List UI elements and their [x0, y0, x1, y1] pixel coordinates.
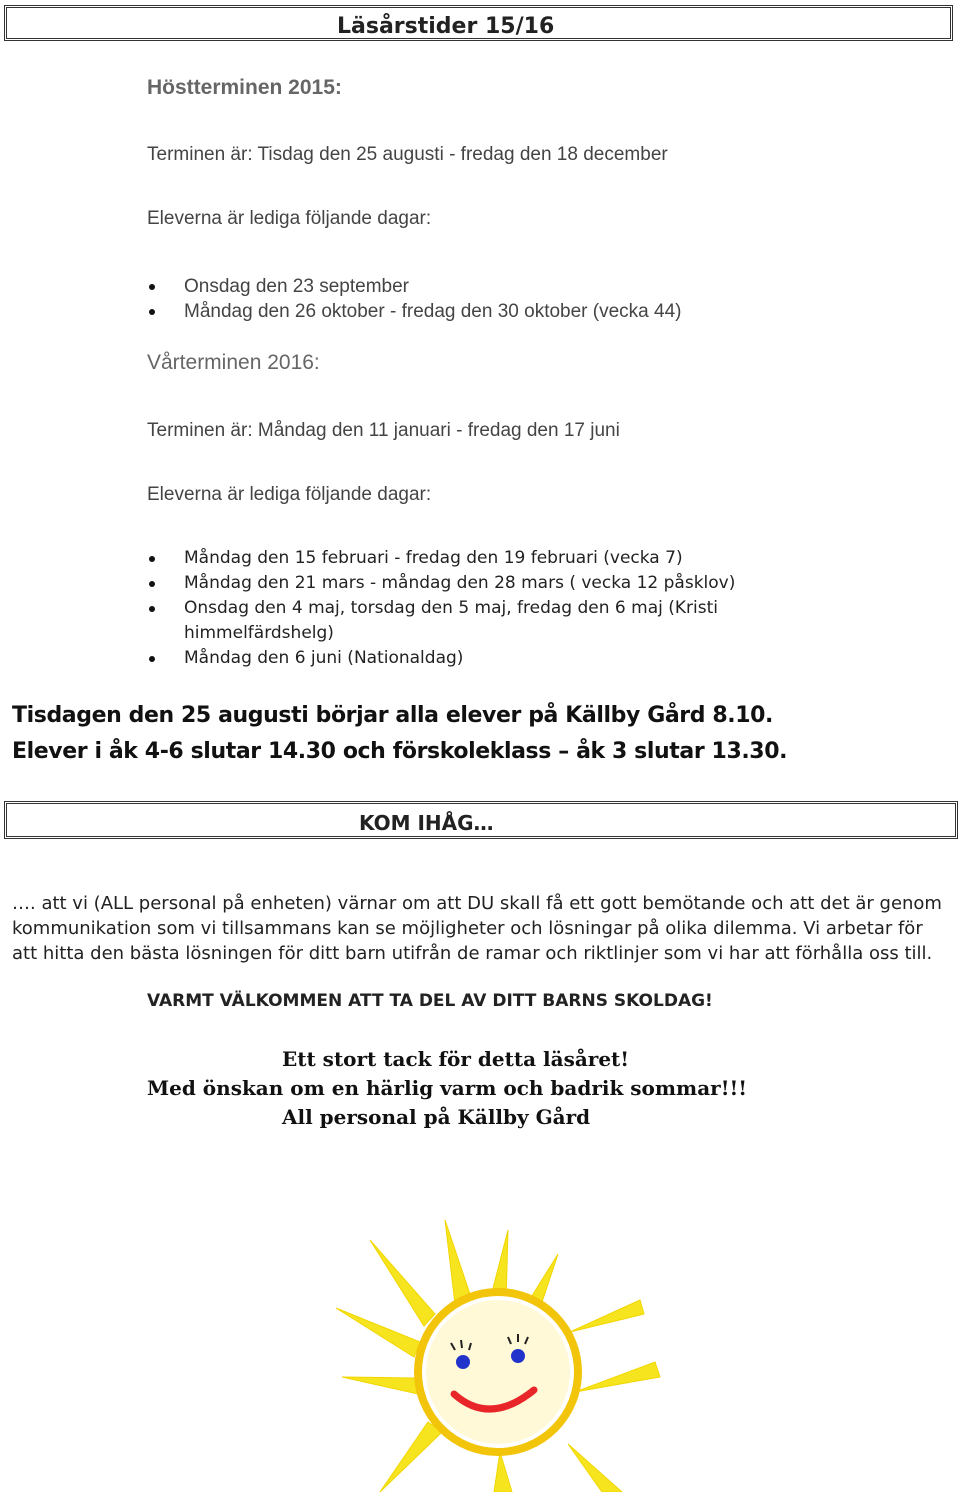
closing-line3: All personal på Källby Gård: [282, 1105, 591, 1129]
spring-free-days-list: [147, 546, 847, 671]
welcome-line: VARMT VÄLKOMMEN ATT TA DEL AV DITT BARNS SKOLDAG!: [147, 991, 713, 1011]
list-item: Måndag den 21 mars - måndag den 28 mars ( vecka 12 påsklov): [147, 571, 847, 596]
fall-heading: Höstterminen 2015:: [147, 76, 342, 99]
fall-free-intro: Eleverna är lediga följande dagar:: [147, 208, 432, 229]
fall-term: Terminen är: Tisdag den 25 augusti - fredag den 18 december: [147, 144, 668, 165]
remember-heading: KOM IHÅG…: [359, 811, 494, 835]
list-item: Måndag den 26 oktober - fredag den 30 oktober (vecka 44): [147, 299, 682, 324]
start-info-line1: Tisdagen den 25 augusti börjar alla elever på Källby Gård 8.10.: [12, 703, 773, 728]
remember-banner: [4, 801, 958, 839]
list-item: Onsdag den 23 september: [147, 274, 682, 299]
smiling-sun-icon: [250, 1212, 750, 1492]
start-info-line2: Elever i åk 4-6 slutar 14.30 och förskoleklass – åk 3 slutar 13.30.: [12, 739, 788, 764]
title-banner: [4, 5, 953, 41]
closing-line2: Med önskan om en härlig varm och badrik sommar!!!: [147, 1076, 748, 1100]
spring-term: Terminen är: Måndag den 11 januari - fredag den 17 juni: [147, 420, 620, 441]
remember-text: …. att vi (ALL personal på enheten) värnar om att DU skall få ett gott bemötande och att det är genom kommunikation som vi tillsammans kan se möjligheter och lösningar på olika dilemma. Vi arbetar för att hitta den bästa lösningen för ditt barn utifrån de ramar och riktlinjer som vi har att förhålla oss till.: [12, 893, 942, 964]
fall-free-days-list: [147, 274, 682, 324]
page-title: Läsårstider 15/16: [337, 14, 555, 39]
list-item: Måndag den 15 februari - fredag den 19 februari (vecka 7): [147, 546, 847, 571]
list-item: Måndag den 6 juni (Nationaldag): [147, 646, 847, 671]
spring-free-intro: Eleverna är lediga följande dagar:: [147, 484, 432, 505]
spring-heading: Vårterminen 2016:: [147, 351, 320, 374]
closing-line1: Ett stort tack för detta läsåret!: [282, 1047, 630, 1071]
list-item: Onsdag den 4 maj, torsdag den 5 maj, fredag den 6 maj (Kristi himmelfärdshelg): [147, 596, 847, 646]
